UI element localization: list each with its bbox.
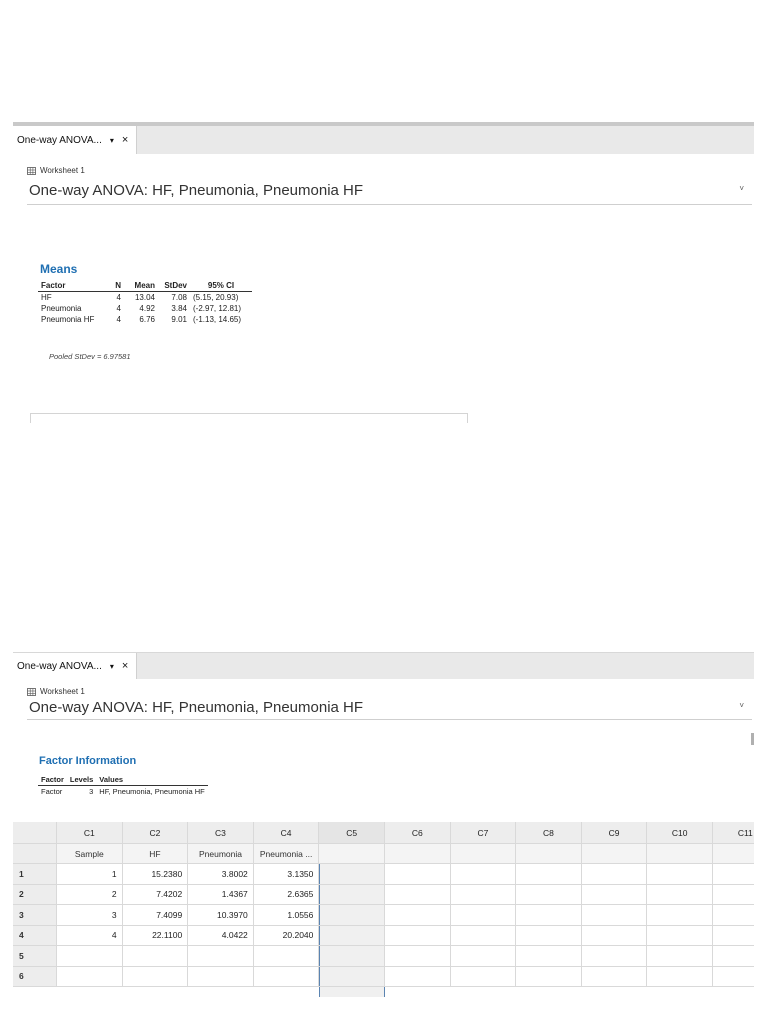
caret-down-icon[interactable]: ˅ <box>739 184 744 193</box>
column-header-c5[interactable]: C5 <box>319 822 385 844</box>
column-header-c9[interactable]: C9 <box>582 822 648 844</box>
worksheet-grid-icon <box>27 167 36 175</box>
table-row <box>38 786 208 798</box>
data-cell[interactable] <box>385 926 451 947</box>
data-cell[interactable] <box>319 967 385 988</box>
data-cell[interactable] <box>647 864 713 885</box>
row-number-2[interactable]: 2 <box>13 885 57 906</box>
data-cell[interactable] <box>385 864 451 885</box>
data-cell[interactable] <box>188 967 254 988</box>
scrollbar-thumb[interactable] <box>751 733 754 745</box>
column-name-cell[interactable] <box>713 844 754 864</box>
data-cell[interactable] <box>647 905 713 926</box>
column-header-c1[interactable]: C1 <box>57 822 123 844</box>
header-factor: Factor <box>38 281 110 292</box>
column-header-c7[interactable]: C7 <box>451 822 517 844</box>
worksheet-grid-icon <box>27 688 36 696</box>
stdev-cell: 3.84 <box>171 304 187 313</box>
stdev-cell: 7.08 <box>171 293 187 302</box>
data-cell[interactable] <box>582 946 648 967</box>
data-cell[interactable] <box>713 885 754 906</box>
title-divider <box>27 719 752 720</box>
table-row <box>38 292 252 304</box>
tab-bar <box>13 126 754 154</box>
data-cell[interactable] <box>254 946 320 967</box>
pooled-stdev-note: Pooled StDev = 6.97581 <box>49 352 131 361</box>
factor-cell: Pneumonia <box>41 304 82 313</box>
data-cell[interactable] <box>319 905 385 926</box>
data-cell[interactable] <box>647 946 713 967</box>
column-header-c11[interactable]: C11 <box>713 822 754 844</box>
ci-cell: (-2.97, 12.81) <box>193 304 242 313</box>
data-cell[interactable]: 7.4099 <box>123 905 189 926</box>
data-cell[interactable] <box>254 967 320 988</box>
data-cell[interactable] <box>516 967 582 988</box>
data-cell[interactable] <box>713 967 754 988</box>
title-divider <box>27 204 752 205</box>
means-section-title: Means <box>40 262 78 276</box>
mean-cell: 4.92 <box>139 304 155 313</box>
analysis-title: One-way ANOVA: HF, Pneumonia, Pneumonia HF <box>29 182 364 199</box>
dropdown-icon[interactable]: ▾ <box>109 135 114 145</box>
column-header-c8[interactable]: C8 <box>516 822 582 844</box>
data-cell[interactable]: 20.2040 <box>254 926 320 947</box>
worksheet-link[interactable] <box>27 687 85 696</box>
ci-cell: (-1.13, 14.65) <box>193 315 242 324</box>
data-cell[interactable] <box>516 864 582 885</box>
data-cell[interactable] <box>385 885 451 906</box>
data-cell[interactable] <box>713 926 754 947</box>
column-header-c2[interactable]: C2 <box>123 822 189 844</box>
data-cell[interactable] <box>582 864 648 885</box>
factor-info-header-row <box>38 775 208 786</box>
stdev-cell: 9.01 <box>171 315 187 324</box>
column-name-cell[interactable] <box>451 844 517 864</box>
row-number-6[interactable]: 6 <box>13 967 57 988</box>
data-cell[interactable] <box>319 864 385 885</box>
header-values: Values <box>96 775 207 786</box>
n-cell: 4 <box>116 293 121 302</box>
data-cell[interactable]: 7.4202 <box>123 885 189 906</box>
table-row <box>38 303 252 314</box>
data-cell[interactable]: 3 <box>57 905 123 926</box>
means-table <box>38 281 252 325</box>
data-cell[interactable]: 3.8002 <box>188 864 254 885</box>
column-name-cell[interactable] <box>582 844 648 864</box>
tab-one-way-anova[interactable] <box>13 653 137 679</box>
data-cell[interactable] <box>713 864 754 885</box>
data-cell[interactable] <box>123 946 189 967</box>
data-cell[interactable] <box>451 864 517 885</box>
data-cell[interactable] <box>57 946 123 967</box>
data-cell[interactable] <box>516 926 582 947</box>
n-cell: 4 <box>116 304 121 313</box>
data-cell[interactable] <box>516 946 582 967</box>
column-name-cell[interactable] <box>319 844 385 864</box>
data-cell[interactable] <box>451 946 517 967</box>
data-cell[interactable] <box>451 905 517 926</box>
column-header-c3[interactable]: C3 <box>188 822 254 844</box>
data-cell[interactable] <box>647 967 713 988</box>
mean-cell: 6.76 <box>139 315 155 324</box>
column-header-c6[interactable]: C6 <box>385 822 451 844</box>
data-cell[interactable]: 4.0422 <box>188 926 254 947</box>
data-cell[interactable]: 22.1100 <box>123 926 189 947</box>
data-cell[interactable]: 10.3970 <box>188 905 254 926</box>
column-name-cell[interactable]: Pneumonia <box>188 844 254 864</box>
n-cell: 4 <box>116 315 121 324</box>
factor-cell: Pneumonia HF <box>41 315 95 324</box>
data-cell[interactable]: 15.2380 <box>123 864 189 885</box>
values-cell: HF, Pneumonia, Pneumonia HF <box>99 787 205 796</box>
data-cell[interactable] <box>319 885 385 906</box>
row-number-3[interactable]: 3 <box>13 905 57 926</box>
column-name-cell[interactable] <box>647 844 713 864</box>
data-cell[interactable]: 2.6365 <box>254 885 320 906</box>
session-panel-top <box>13 122 754 422</box>
row-number-1[interactable]: 1 <box>13 864 57 885</box>
data-cell[interactable] <box>188 946 254 967</box>
column-name-cell[interactable]: Pneumonia ... <box>254 844 320 864</box>
worksheet-link[interactable] <box>27 166 85 175</box>
dropdown-icon[interactable]: ▾ <box>109 661 114 671</box>
data-cell[interactable] <box>123 967 189 988</box>
header-factor: Factor <box>38 775 67 786</box>
data-cell[interactable] <box>385 905 451 926</box>
factor-info-table <box>38 775 208 797</box>
data-cell[interactable] <box>582 905 648 926</box>
data-cell[interactable] <box>582 967 648 988</box>
table-row <box>38 314 252 325</box>
header-mean: Mean <box>124 281 158 292</box>
data-cell[interactable] <box>319 946 385 967</box>
data-cell[interactable] <box>385 946 451 967</box>
mean-cell: 13.04 <box>134 293 155 302</box>
data-cell[interactable]: 2 <box>57 885 123 906</box>
close-icon[interactable]: × <box>121 134 129 146</box>
grid-corner <box>13 822 57 844</box>
data-cell[interactable]: 3.1350 <box>254 864 320 885</box>
data-cell[interactable] <box>319 926 385 947</box>
column-name-cell[interactable]: HF <box>123 844 189 864</box>
header-stdev: StDev <box>158 281 190 292</box>
data-cell[interactable]: 1.4367 <box>188 885 254 906</box>
data-cell[interactable] <box>713 946 754 967</box>
tab-label: One-way ANOVA... <box>17 660 102 672</box>
worksheet-label: Worksheet 1 <box>40 166 85 175</box>
close-icon[interactable]: × <box>121 660 129 672</box>
data-cell[interactable] <box>451 885 517 906</box>
data-cell[interactable] <box>582 926 648 947</box>
name-row-corner <box>13 844 57 864</box>
factor-cell: HF <box>41 293 52 302</box>
tab-label: One-way ANOVA... <box>17 134 102 146</box>
column-name-cell[interactable] <box>385 844 451 864</box>
worksheet-label: Worksheet 1 <box>40 687 85 696</box>
data-cell[interactable] <box>582 885 648 906</box>
data-cell[interactable]: 1.0556 <box>254 905 320 926</box>
data-cell[interactable] <box>451 967 517 988</box>
data-cell[interactable] <box>647 926 713 947</box>
column-header-c10[interactable]: C10 <box>647 822 713 844</box>
worksheet-grid[interactable] <box>13 822 754 997</box>
data-cell[interactable] <box>57 967 123 988</box>
row-number-4[interactable]: 4 <box>13 926 57 947</box>
data-cell[interactable] <box>647 885 713 906</box>
data-cell[interactable] <box>516 905 582 926</box>
header-ci: 95% CI <box>190 281 252 292</box>
data-cell[interactable]: 4 <box>57 926 123 947</box>
data-cell[interactable] <box>451 926 517 947</box>
column-name-cell[interactable]: Sample <box>57 844 123 864</box>
data-cell[interactable] <box>713 905 754 926</box>
header-levels: Levels <box>67 775 96 786</box>
levels-cell: 3 <box>89 787 94 796</box>
tab-bar <box>13 653 754 679</box>
factor-cell: Factor <box>41 787 63 796</box>
data-cell[interactable]: 1 <box>57 864 123 885</box>
column-name-cell[interactable] <box>516 844 582 864</box>
ci-cell: (5.15, 20.93) <box>193 293 239 302</box>
analysis-title: One-way ANOVA: HF, Pneumonia, Pneumonia HF <box>29 699 364 716</box>
graph-frame-partial <box>30 413 468 423</box>
row-number-5[interactable]: 5 <box>13 946 57 967</box>
caret-down-icon[interactable]: ˅ <box>739 701 744 710</box>
data-cell[interactable] <box>385 967 451 988</box>
tab-one-way-anova[interactable] <box>13 126 137 154</box>
means-header-row <box>38 281 252 292</box>
column-header-c4[interactable]: C4 <box>254 822 320 844</box>
data-cell[interactable] <box>516 885 582 906</box>
factor-info-section-title: Factor Information <box>39 755 137 767</box>
header-n: N <box>110 281 124 292</box>
